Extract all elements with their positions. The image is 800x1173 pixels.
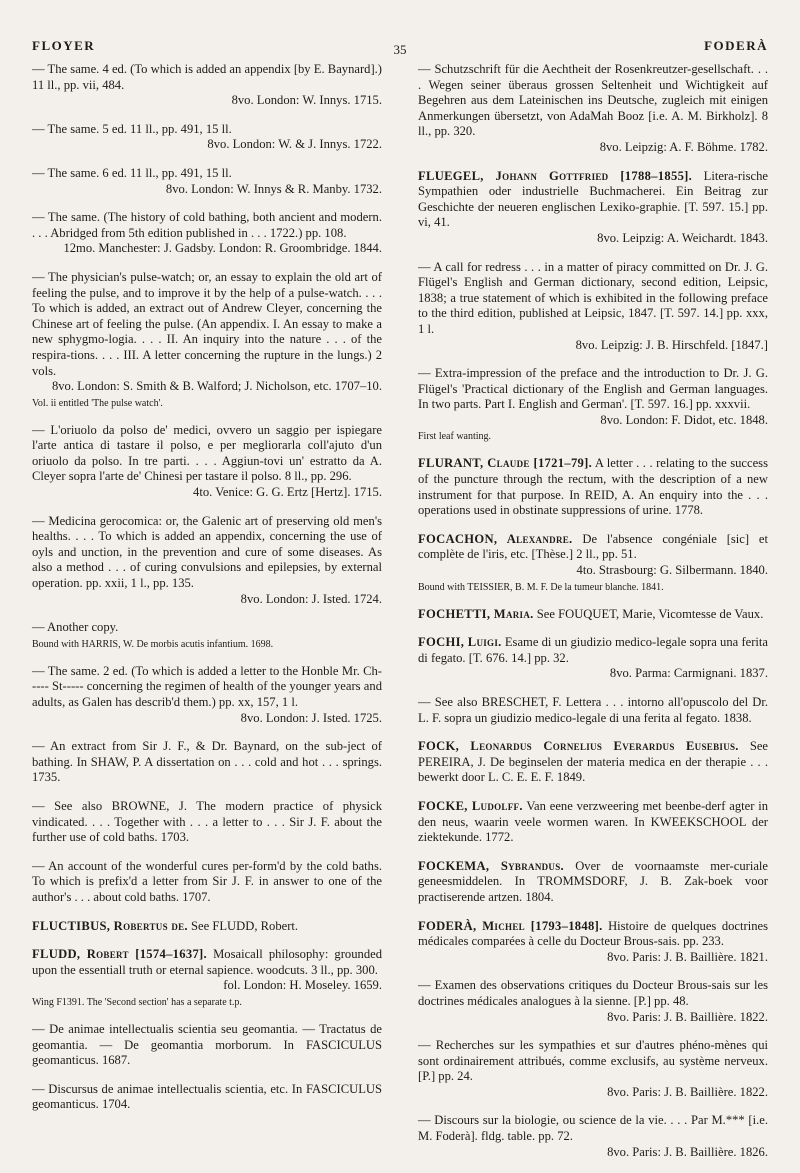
entry-body: — Medicina gerocomica: or, the Galenic art of preserving old men's healths. . . . To which is added an appendix, concerning the use of oyls and unction, in the prevention and cure of some diseases. As also a method . . . of curing convulsions and epilepsies, by external operation. pp. xxii, 1 l., pp. 135. <box>32 513 382 591</box>
catalog-entry <box>32 620 382 651</box>
entry-heading: FOCK, Leonardus Cornelius Everardus Eusebius. <box>418 739 739 754</box>
catalog-entry <box>32 270 382 410</box>
entry-body: — Examen des observations critiques du Docteur Brous-sais sur les doctrines médicales analogues à la sienne. [P.] pp. 48. <box>418 978 768 1008</box>
catalog-entry <box>418 532 768 594</box>
entry-imprint: fol. London: H. Moseley. 1659. <box>223 978 382 993</box>
catalog-entry <box>32 210 382 257</box>
entry-imprint: 8vo. London: F. Didot, etc. 1848. <box>600 412 768 427</box>
entry-body: — See also BRESCHET, F. Lettera . . . intorno all'opuscolo del Dr. L. F. sopra un giudizio medico-legale di una ferita al fegato. 1838. <box>418 695 768 725</box>
entry-body: See FOUQUET, Marie, Vicomtesse de Vaux. <box>536 606 764 621</box>
entry-heading: FLURANT, Claude [1721–79]. <box>418 456 593 471</box>
entry-imprint: 8vo. Paris: J. B. Baillière. 1822. <box>607 1084 768 1099</box>
entry-imprint: 4to. Venice: G. G. Ertz [Hertz]. 1715. <box>193 485 382 500</box>
entry-body: — Discursus de animae intellectualis scientia, etc. In FASCICULUS geomanticus. 1704. <box>32 1081 382 1112</box>
entry-body: — An extract from Sir J. F., & Dr. Baynard, on the sub-ject of bathing. In SHAW, P. A dissertation on . . . cold and hot . . . springs. 1735. <box>32 739 382 785</box>
entry-heading: FOCKE, Ludolff. <box>418 798 523 813</box>
entry-body: — An account of the wonderful cures per-form'd by the cold baths. To which is prefix'd a letter from Sir J. F. in answer to one of the author's . . . about cold baths. 1707. <box>32 858 382 904</box>
entry-body: — The physician's pulse-watch; or, an essay to explain the old art of feeling the pulse, and to improve it by the help of a pulse-watch. . . . To which is added, an extract out of Andrew Cleyer, concerning the Chinese art of feeling the pulse. (An appendix. I. An essay to make a new sphygmo-logia. . . . II. An inquiry into the nature . . . of the respira-tions. . . . III. A letter concerning the rupture in the lungs.) 2 vols. <box>32 269 382 378</box>
entry-body: Litera-rische Sympathien oder industrielle Buchmacherei. Ein Beitrag zur Geschichte der neueren englischen Lexiko-graphie. [T. 597. 15.] pp. vi, 41. <box>418 168 768 230</box>
catalog-entry <box>418 859 768 906</box>
entry-note: Bound with HARRIS, W. De morbis acutis infantium. 1698. <box>32 638 274 650</box>
entry-note: First leaf wanting. <box>418 431 492 443</box>
entry-imprint: 8vo. London: S. Smith & B. Walford; J. Nicholson, etc. 1707–10. <box>51 379 382 394</box>
catalog-entry <box>418 366 768 443</box>
entry-note: Vol. ii entitled 'The pulse watch'. <box>32 397 163 409</box>
catalog-entry <box>32 799 382 846</box>
entry-imprint: 8vo. Paris: J. B. Baillière. 1821. <box>607 949 768 964</box>
page-number: 35 <box>393 42 407 57</box>
catalog-entry <box>32 122 382 153</box>
catalog-entry <box>418 260 768 354</box>
entry-imprint: 8vo. Leipzig: A. Weichardt. 1843. <box>597 230 768 245</box>
entry-heading: FOCACHON, Alexandre. <box>418 531 573 546</box>
entry-body: — The same. (The history of cold bathing, both ancient and modern. . . . Abridged from 5th edition published in . . . 1722.) pp. 108. <box>32 210 382 240</box>
entry-body: Over de voornaamste mer-curiale geneesmiddelen. In TROMMSDORF, J. B. Zak-boek voor practiserende artzen. 1804. <box>418 858 769 904</box>
entry-imprint: 4to. Strasbourg: G. Silbermann. 1840. <box>576 563 768 578</box>
entry-imprint: 8vo. London: J. Isted. 1725. <box>240 710 382 725</box>
catalog-entry <box>32 514 382 608</box>
catalog-entry <box>32 423 382 501</box>
entry-body: — The same. 2 ed. (To which is added a letter to the Honble Mr. Ch----- St----- concerning the regimen of health of the younger years and adults, as Galen has describ'd them.) pp. xx, 157, 1 l. <box>32 663 382 709</box>
entry-heading: FLUDD, Robert [1574–1637]. <box>32 947 208 962</box>
entry-heading: FOCKEMA, Sybrandus. <box>418 858 564 873</box>
catalog-entry <box>418 978 768 1025</box>
entry-body: — Extra-impression of the preface and the introduction to Dr. J. G. Flügel's 'Practical dictionary of the English and German languages. In two parts. Part I. English and German'. [T. 597. 16.] pp. xxxvii. <box>418 366 768 412</box>
entry-body: — De animae intellectualis scientia seu geomantia. — Tractatus de geomantia. — De geomantia morborum. In FASCICULUS geomanticus. 1687. <box>32 1021 382 1068</box>
entry-body: — The same. 5 ed. 11 ll., pp. 491, 15 ll. <box>32 121 232 136</box>
entry-heading: FOCHI, Luigi. <box>418 635 502 650</box>
entry-body: — Recherches sur les sympathies et sur d'autres phéno-mènes qui sont ordinairement attribués, comme exclusifs, au système nerveux. [P.] pp. 24. <box>418 1038 768 1084</box>
catalog-entry <box>418 607 768 623</box>
catalog-entry <box>418 919 768 966</box>
header-right-word: FODERÀ <box>704 38 768 53</box>
catalog-entry <box>418 799 768 846</box>
catalog-entry <box>418 456 768 518</box>
catalog-entry <box>32 1022 382 1069</box>
header-left-word: FLOYER <box>32 38 96 53</box>
entry-heading: FOCHETTI, Maria. <box>418 606 534 621</box>
entry-imprint: 8vo. London: J. Isted. 1724. <box>240 591 382 606</box>
catalog-entry <box>32 919 382 935</box>
entry-imprint: 12mo. Manchester: J. Gadsby. London: R. Groombridge. 1844. <box>63 241 382 256</box>
entry-body: Esame di un giudizio medico-legale sopra una ferita di fegato. [T. 676. 14.] pp. 32. <box>418 635 769 665</box>
entry-body: — The same. 4 ed. (To which is added an appendix [by E. Baynard].) 11 ll., pp. vii, 484. <box>32 62 382 92</box>
catalog-entry <box>418 62 768 156</box>
entry-note: Bound with TEISSIER, B. M. F. De la tumeur blanche. 1841. <box>418 581 664 593</box>
entry-body: — L'oriuolo da polso de' medici, ovvero un saggio per ispiegare l'arte antica di tastare il polso, e per megliorarla coll'ajuto d'un oriuolo da polso. In tre parti. . . . Aggiun-tovi un' estratto da A. Cleyer sopra l'arte de' Chinesi per tastare il polso. 8 ll., pp. 296. <box>32 422 382 484</box>
entry-body: See FLUDD, Robert. <box>191 918 299 933</box>
catalog-entry <box>32 947 382 1009</box>
catalog-entry <box>32 859 382 906</box>
catalog-entry <box>32 739 382 786</box>
entry-body: — Another copy. <box>32 620 119 635</box>
catalog-entry <box>418 739 768 786</box>
entry-body: See PEREIRA, J. De beginselen der materia medica en der therapie . . . bewerkt door L. C. E. E. F. 1849. <box>418 739 768 785</box>
entry-body: — A call for redress . . . in a matter of piracy committed on Dr. J. G. Flügel's English and German dictionary, second edition, Leipsic, 1838; a true statement of which is exhibited in the following preface to the third edition, published at Leipsic, 1847. [T. 597. 14.] pp. xxx, 1 l. <box>418 259 768 336</box>
entry-body: Histoire de quelques doctrines médicales comparées à celle du Docteur Brous-sais. pp. 233. <box>418 918 768 949</box>
entry-heading: FLUCTIBUS, Robertus de. <box>32 918 188 933</box>
right-column <box>418 62 768 1173</box>
entry-body: — Schutzschrift für die Aechtheit der Rosenkreutzer-gesellschaft. . . . Wegen seiner überaus grossen Seltenheit und Wichtigkeit auf Begehren aus dem Lateinischen ins Deutsche, zugleich mit einigen Anmerkungen übersetzt, von AdaMah Booz [i.e. A. M. Birkholz]. 8 ll., pp. 320. <box>418 62 768 139</box>
entry-imprint: 8vo. Leipzig: A. F. Böhme. 1782. <box>599 139 768 154</box>
entry-body: Van eene verzweering met beenbe-derf agter in den neus, waarin veele wormen waren. In KWEEKSCHOOL der ziektekunde. 1772. <box>418 798 769 845</box>
running-header <box>32 38 768 58</box>
entry-body: Mosaicall philosophy: grounded upon the essentiall truth or eternal sapience. woodcuts. 3 ll., pp. 300. <box>32 947 382 977</box>
entry-heading: FODERÀ, Michel [1793–1848]. <box>418 918 603 933</box>
catalog-entry <box>418 695 768 726</box>
entry-body: — Discours sur la biologie, ou science de la vie. . . . Par M.*** [i.e. M. Foderà]. fldg. table. pp. 72. <box>418 1113 768 1144</box>
entry-imprint: 8vo. Paris: J. B. Baillière. 1822. <box>607 1009 768 1024</box>
catalog-entry <box>32 166 382 197</box>
entry-heading: FLUEGEL, Johann Gottfried [1788–1855]. <box>418 168 693 183</box>
catalog-entry <box>32 1082 382 1113</box>
entry-imprint: 8vo. London: W. Innys & R. Manby. 1732. <box>165 181 382 196</box>
entry-imprint: 8vo. London: W. Innys. 1715. <box>231 93 382 108</box>
entry-imprint: 8vo. Parma: Carmignani. 1837. <box>609 666 768 681</box>
left-column <box>32 62 382 1126</box>
catalog-entry <box>418 169 768 247</box>
catalog-entry <box>418 1113 768 1160</box>
entry-body: — The same. 6 ed. 11 ll., pp. 491, 15 ll. <box>32 165 232 180</box>
entry-body: De l'absence congéniale [sic] et complète de l'iris, etc. [Thèse.] 2 ll., pp. 51. <box>418 531 768 562</box>
catalog-entry <box>32 664 382 726</box>
entry-note: Wing F1391. The 'Second section' has a separate t.p. <box>32 996 242 1008</box>
catalog-entry <box>418 1038 768 1100</box>
catalog-entry <box>418 635 768 682</box>
entry-imprint: 8vo. Leipzig: J. B. Hirschfeld. [1847.] <box>575 337 768 352</box>
catalog-entry <box>32 62 382 109</box>
entry-body: A letter . . . relating to the success of the puncture through the rectum, with the description of a new instrument for that purpose. In REID, A. An enquiry into the . . . operations used in obstinate suppressions of urine. 1778. <box>418 456 768 518</box>
entry-imprint: 8vo. London: W. & J. Innys. 1722. <box>207 137 382 152</box>
entry-body: — See also BROWNE, J. The modern practice of physick vindicated. . . . Together with . . . a letter to . . . Sir J. F. about the further use of cold baths. 1703. <box>32 798 382 845</box>
entry-imprint: 8vo. Paris: J. B. Baillière. 1826. <box>607 1144 768 1159</box>
